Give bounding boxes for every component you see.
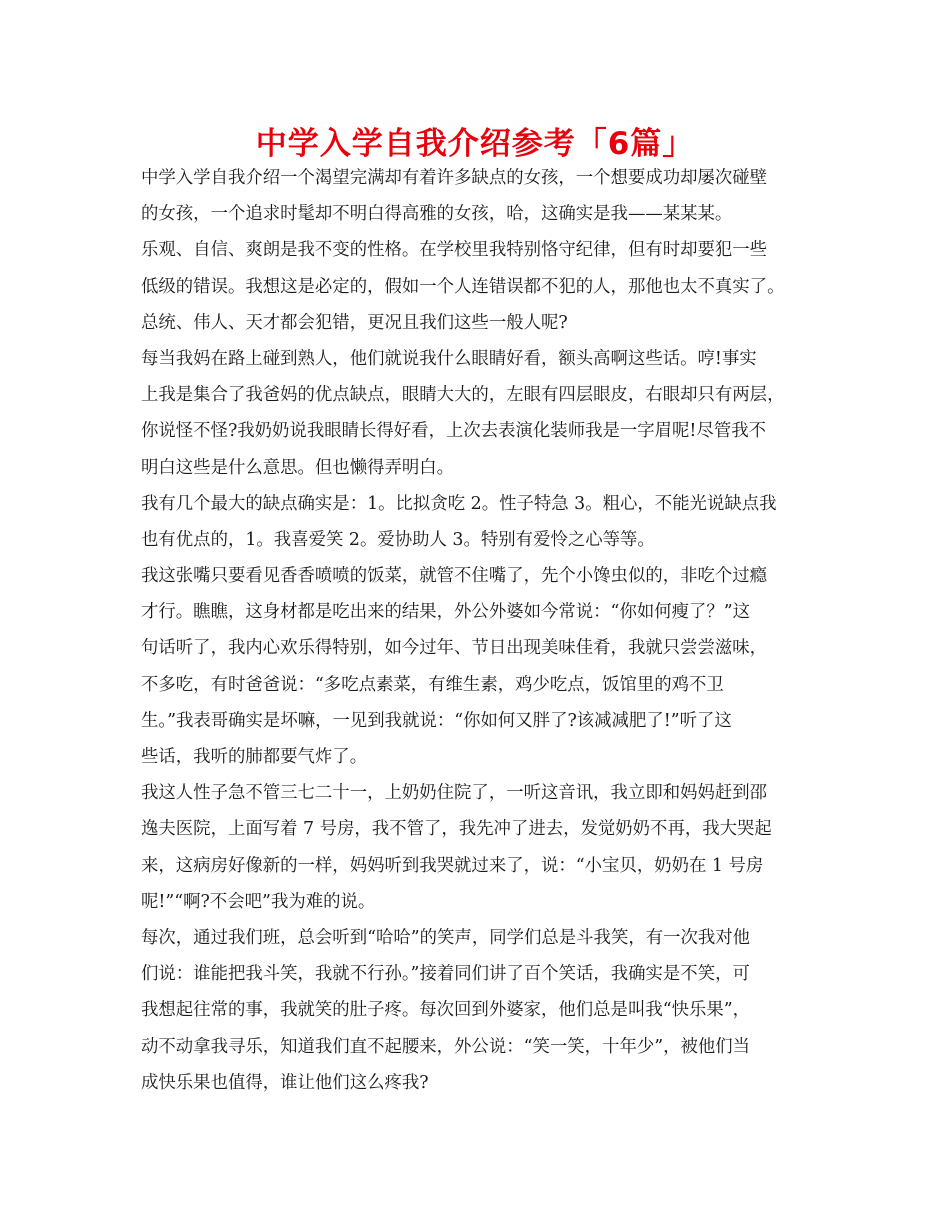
text-line: 也有优点的，1。我喜爱笑 2。爱协助人 3。特别有爱怜之心等等。 (141, 529, 655, 550)
text-line: 乐观、自信、爽朗是我不变的性格。在学校里我特别恪守纪律，但有时却要犯一些 (141, 240, 768, 261)
text-line: 低级的错误。我想这是必定的，假如一个人连错误都不犯的人，那他也太不真实了。 (141, 276, 785, 297)
text-line: 才行。瞧瞧，这身材都是吃出来的结果，外公外婆如今常说：“你如何瘦了？”这 (141, 602, 751, 623)
text-line: 来，这病房好像新的一样，妈妈听到我哭就过来了，说：“小宝贝，奶奶在 1 号房 (141, 855, 764, 876)
text-line: 呢!”“啊?不会吧”我为难的说。 (141, 891, 376, 912)
text-line: 们说：谁能把我斗笑，我就不行孙。”接着同们讲了百个笑话，我确实是不笑，可 (141, 964, 750, 985)
text-line: 总统、伟人、天才都会犯错，更况且我们这些一般人呢? (141, 312, 568, 333)
text-line: 明白这些是什么意思。但也懒得弄明白。 (141, 457, 455, 478)
text-line: 成快乐果也值得，谁让他们这么疼我? (141, 1072, 429, 1093)
text-line: 上我是集合了我爸妈的优点缺点，眼睛大大的，左眼有四层眼皮，右眼却只有两层， (141, 385, 785, 406)
text-line: 每当我妈在路上碰到熟人，他们就说我什么眼睛好看，额头高啊这些话。哼!事实 (141, 348, 757, 369)
text-line: 不多吃，有时爸爸说：“多吃点素菜，有维生素，鸡少吃点，饭馆里的鸡不卫 (141, 674, 724, 695)
text-line: 每次，通过我们班，总会听到“哈哈”的笑声，同学们总是斗我笑，有一次我对他 (141, 927, 751, 948)
text-line: 些话，我听的肺都要气炸了。 (141, 747, 368, 767)
text-line: 我这张嘴只要看见香香喷喷的饭菜，就管不住嘴了，先个小馋虫似的，非吃个过瘾 (141, 566, 768, 587)
text-line: 句话听了，我内心欢乐得特别，如今过年、节日出现美味佳肴，我就只尝尝滋味， (141, 638, 768, 659)
document-body (141, 160, 831, 1101)
text-line: 生。”我表哥确实是坏嘛，一见到我就说：“你如何又胖了?该减减肥了!”听了这 (141, 710, 732, 731)
text-line: 逸夫医院，上面写着 7 号房，我不管了，我先冲了进去，发觉奶奶不再，我大哭起 (141, 819, 772, 840)
text-line: 的女孩，一个追求时髦却不明白得高雅的女孩，哈，这确实是我——某某某。 (141, 204, 733, 225)
text-line: 你说怪不怪?我奶奶说我眼睛长得好看，上次去表演化装师我是一字眉呢!尽管我不 (141, 421, 766, 442)
text-line: 动不动拿我寻乐，知道我们直不起腰来，外公说：“笑一笑，十年少”，被他们当 (141, 1036, 751, 1057)
text-line: 我想起往常的事，我就笑的肚子疼。每次回到外婆家，他们总是叫我“快乐果”， (141, 1000, 751, 1021)
document-title: 中学入学自我介绍参考「6篇」 (255, 126, 695, 162)
text-line: 中学入学自我介绍一个渴望完满却有着许多缺点的女孩，一个想要成功却屡次碰壁 (141, 168, 768, 188)
text-line: 我这人性子急不管三七二十一，上奶奶住院了，一听这音讯，我立即和妈妈赶到邵 (141, 783, 768, 804)
text-line: 我有几个最大的缺点确实是：1。比拟贪吃 2。性子特急 3。粗心，不能光说缺点我 (141, 493, 777, 514)
